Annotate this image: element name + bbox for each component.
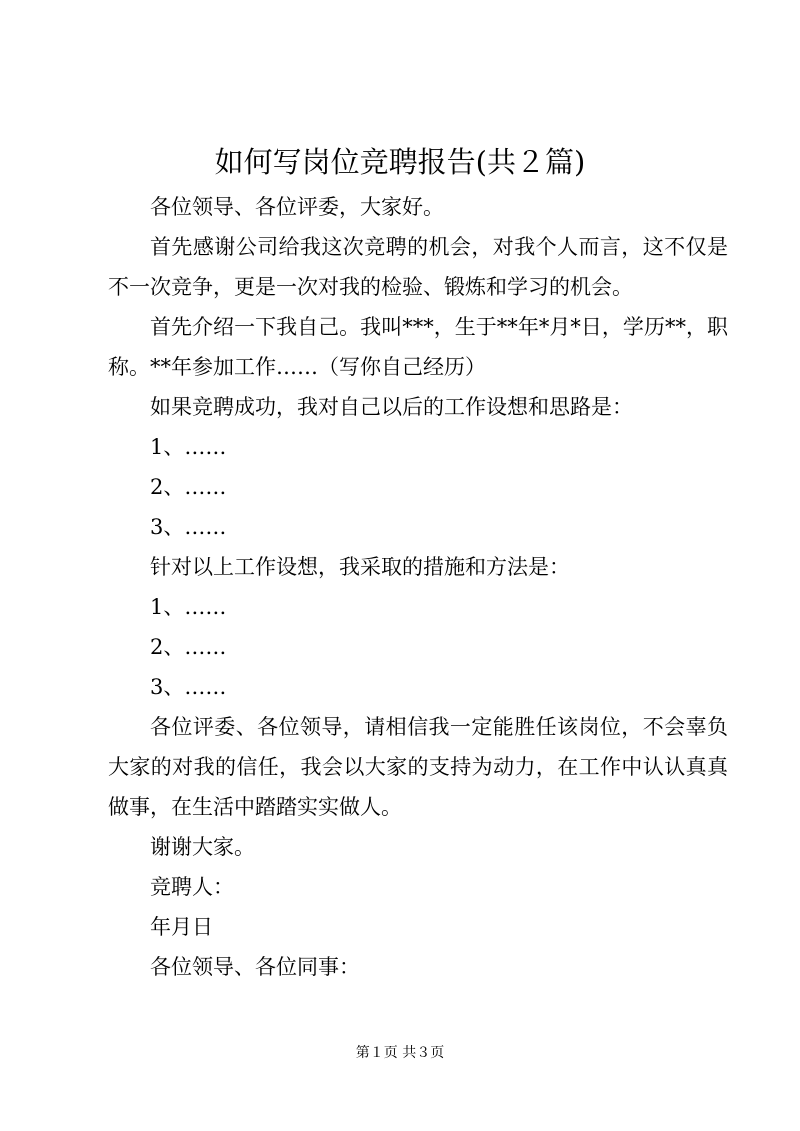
paragraph-date: 年月日 <box>150 915 213 939</box>
page-footer: 第１页 共３页 <box>355 1045 445 1061</box>
list-item-plan-2: 2、…… <box>150 475 227 499</box>
paragraph-signature: 竞聘人： <box>150 875 234 899</box>
list-item-measure-1: 1、…… <box>150 595 227 619</box>
list-item-plan-1: 1、…… <box>150 435 227 459</box>
document-title: 如何写岗位竞聘报告(共２篇) <box>214 145 586 179</box>
list-item-plan-3: 3、…… <box>150 515 227 539</box>
paragraph-thanks: 首先感谢公司给我这次竞聘的机会，对我个人而言，这不仅是不一次竞争，更是一次对我的检验、锻炼和学习的机会。 <box>108 235 728 299</box>
list-item-measure-3: 3、…… <box>150 675 227 699</box>
document-body <box>108 187 728 987</box>
list-item-measure-2: 2、…… <box>150 635 227 659</box>
paragraph-commitment: 各位评委、各位领导，请相信我一定能胜任该岗位，不会辜负大家的对我的信任，我会以大家的支持为动力，在工作中认认真真做事，在生活中踏踏实实做人。 <box>108 715 728 819</box>
paragraph-second-greeting: 各位领导、各位同事： <box>150 955 360 979</box>
paragraph-greeting: 各位领导、各位评委，大家好。 <box>150 195 444 219</box>
paragraph-self-intro: 首先介绍一下我自己。我叫***，生于**年*月*日，学历**，职称。**年参加工作……（写你自己经历） <box>108 315 728 379</box>
paragraph-closing: 谢谢大家。 <box>150 835 255 859</box>
paragraph-measures-intro: 针对以上工作设想，我采取的措施和方法是： <box>150 555 570 579</box>
paragraph-plan-intro: 如果竞聘成功，我对自己以后的工作设想和思路是： <box>150 395 633 419</box>
